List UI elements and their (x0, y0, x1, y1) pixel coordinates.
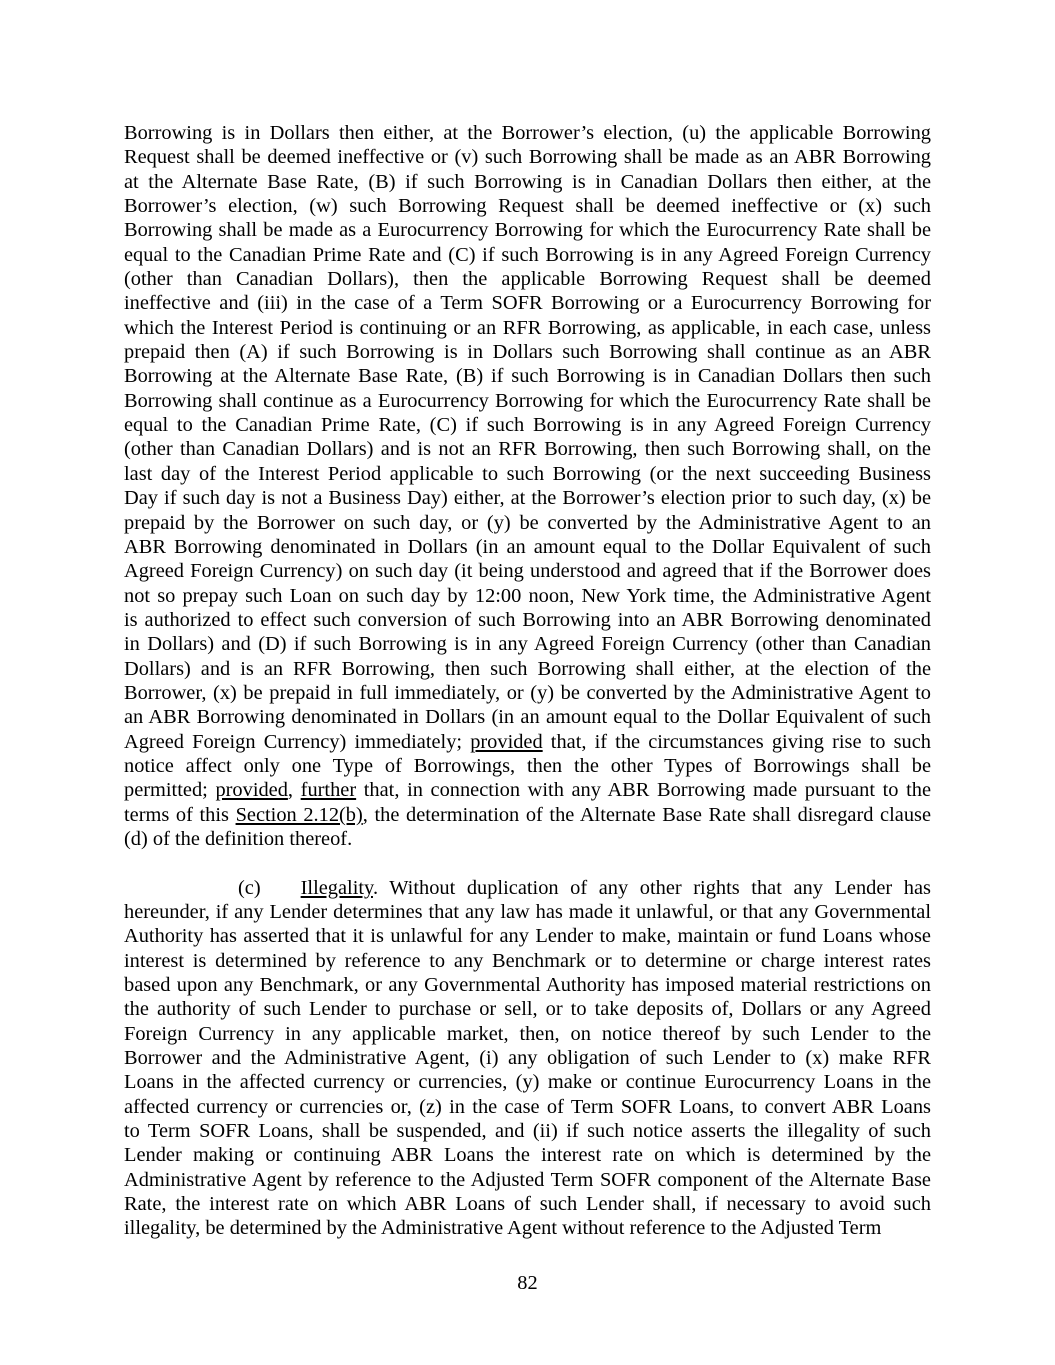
text-line: ABR Borrowing denominated in Dollars (in an amount equal to the Dollar Equivalent of such (124, 535, 931, 558)
text-line: the authority of such Lender to purchase or sell, or to take deposits of, Dollars or any Agreed (124, 998, 931, 1021)
text-line: Agreed Foreign Currency) on such day (it being understood and agreed that if the Borrower does (124, 560, 931, 583)
text-line: (other than Canadian Dollars), then the applicable Borrowing Request shall be deemed (124, 268, 931, 291)
text-line: prepaid by the Borrower on such day, or (y) be converted by the Administrative Agent to an (124, 511, 931, 534)
text-line: ineffective and (iii) in the case of a Term SOFR Borrowing or a Eurocurrency Borrowing for (124, 292, 931, 315)
text-line: Authority has asserted that it is unlawful for any Lender to make, maintain or fund Loans whose (124, 925, 931, 948)
text-line: Borrowing is in Dollars then either, at the Borrower’s election, (u) the applicable Borrowing (124, 122, 931, 144)
text-line: is authorized to effect such conversion of such Borrowing into an ABR Borrowing denominated (124, 608, 931, 631)
text-line: equal to the Canadian Prime Rate, (C) if such Borrowing is in any Agreed Foreign Currency (124, 414, 931, 437)
page-number: 82 (517, 1272, 538, 1294)
paragraph-borrowing-continuation (124, 121, 931, 851)
text-line: Lender making or continuing ABR Loans the interest rate on which is determined by the (124, 1144, 931, 1167)
text-line: hereunder, if any Lender determines that any law has made it unlawful, or that any Governmental (124, 901, 931, 923)
text-line: Borrower and the Administrative Agent, (i) any obligation of such Lender to (x) make RFR (124, 1047, 931, 1070)
text-line: Agreed Foreign Currency) immediately; provided that, if the circumstances giving rise to such (124, 730, 931, 753)
text-line: in Dollars) and (D) if such Borrowing is in any Agreed Foreign Currency (other than Canadian (124, 633, 931, 656)
text-line: Borrower, (x) be prepaid in full immediately, or (y) be converted by the Administrative Agent to (124, 681, 931, 704)
text-line: affected currency or currencies or, (z) in the case of Term SOFR Loans, to convert ABR Loans (124, 1095, 931, 1118)
text-line: Foreign Currency in any applicable market, then, on notice thereof by such Lender to the (124, 1022, 931, 1045)
text-line: prepaid then (A) if such Borrowing is in Dollars such Borrowing shall continue as an ABR (124, 341, 931, 364)
text-line: (c) Illegality. Without duplication of any other rights that any Lender has (238, 876, 931, 899)
text-line: Borrowing shall be made as a Eurocurrency Borrowing for which the Eurocurrency Rate shall be (124, 219, 931, 242)
underlined-term: provided (470, 730, 543, 753)
text-line: to Term SOFR Loans, shall be suspended, and (ii) if such notice asserts the illegality of such (124, 1120, 931, 1143)
text-line: at the Alternate Base Rate, (B) if such Borrowing is in Canadian Dollars then either, at the (124, 170, 931, 193)
text-line: equal to the Canadian Prime Rate and (C) if such Borrowing is in any Agreed Foreign Currency (124, 243, 931, 266)
text-line: an ABR Borrowing denominated in Dollars (in an amount equal to the Dollar Equivalent of such (124, 706, 931, 729)
text-line: interest is determined by reference to any Benchmark or to determine or charge interest rates (124, 949, 931, 972)
underlined-term: further (300, 779, 357, 802)
text-line: Request shall be deemed ineffective or (v) such Borrowing shall be made as an ABR Borrowing (124, 146, 931, 169)
text-line: not so prepay such Loan on such day by 12:00 noon, New York time, the Administrative Agent (124, 584, 931, 607)
document-text (124, 121, 931, 1241)
text-line: Borrowing at the Alternate Base Rate, (B) if such Borrowing is in Canadian Dollars then such (124, 365, 931, 388)
text-line: Borrowing shall continue as a Eurocurrency Borrowing for which the Eurocurrency Rate shall be (124, 389, 931, 412)
text-line: Day if such day is not a Business Day) either, at the Borrower’s election prior to such day, (x) be (124, 487, 931, 510)
text-line: Borrower’s election, (w) such Borrowing Request shall be deemed ineffective or (x) such (124, 195, 931, 218)
page-footer (0, 1271, 1055, 1295)
text-line: terms of this Section 2.12(b), the determination of the Alternate Base Rate shall disregard clause (124, 803, 932, 826)
text-line: illegality, be determined by the Administrative Agent without reference to the Adjusted Term (124, 1217, 882, 1240)
text-line: Dollars) and is an RFR Borrowing, then such Borrowing shall either, at the election of the (124, 657, 931, 680)
paragraph-illegality-clause (124, 876, 931, 1241)
text-line: Administrative Agent by reference to the Adjusted Term SOFR component of the Alternate Base (124, 1168, 931, 1191)
text-line: notice affect only one Type of Borrowings, then the other Types of Borrowings shall be (124, 754, 931, 777)
underlined-term: Section 2.12(b) (235, 803, 363, 826)
text-line: which the Interest Period is continuing or an RFR Borrowing, as applicable, in each case, unless (124, 316, 931, 339)
underlined-term: Illegality (300, 876, 373, 899)
text-line: Loans in the affected currency or currencies, (y) make or continue Eurocurrency Loans in the (124, 1071, 931, 1094)
text-line: (d) of the definition thereof. (124, 827, 353, 850)
text-line: (other than Canadian Dollars) and is not an RFR Borrowing, then such Borrowing shall, on the (124, 438, 931, 461)
underlined-term: provided (215, 779, 288, 802)
text-line: based upon any Benchmark, or any Governmental Authority has imposed material restrictions on (124, 974, 931, 997)
text-line: Rate, the interest rate on which ABR Loans of such Lender shall, if necessary to avoid such (124, 1193, 931, 1216)
text-line: permitted; provided, further that, in connection with any ABR Borrowing made pursuant to the (124, 779, 932, 802)
text-line: last day of the Interest Period applicable to such Borrowing (or the next succeeding Business (124, 462, 931, 485)
